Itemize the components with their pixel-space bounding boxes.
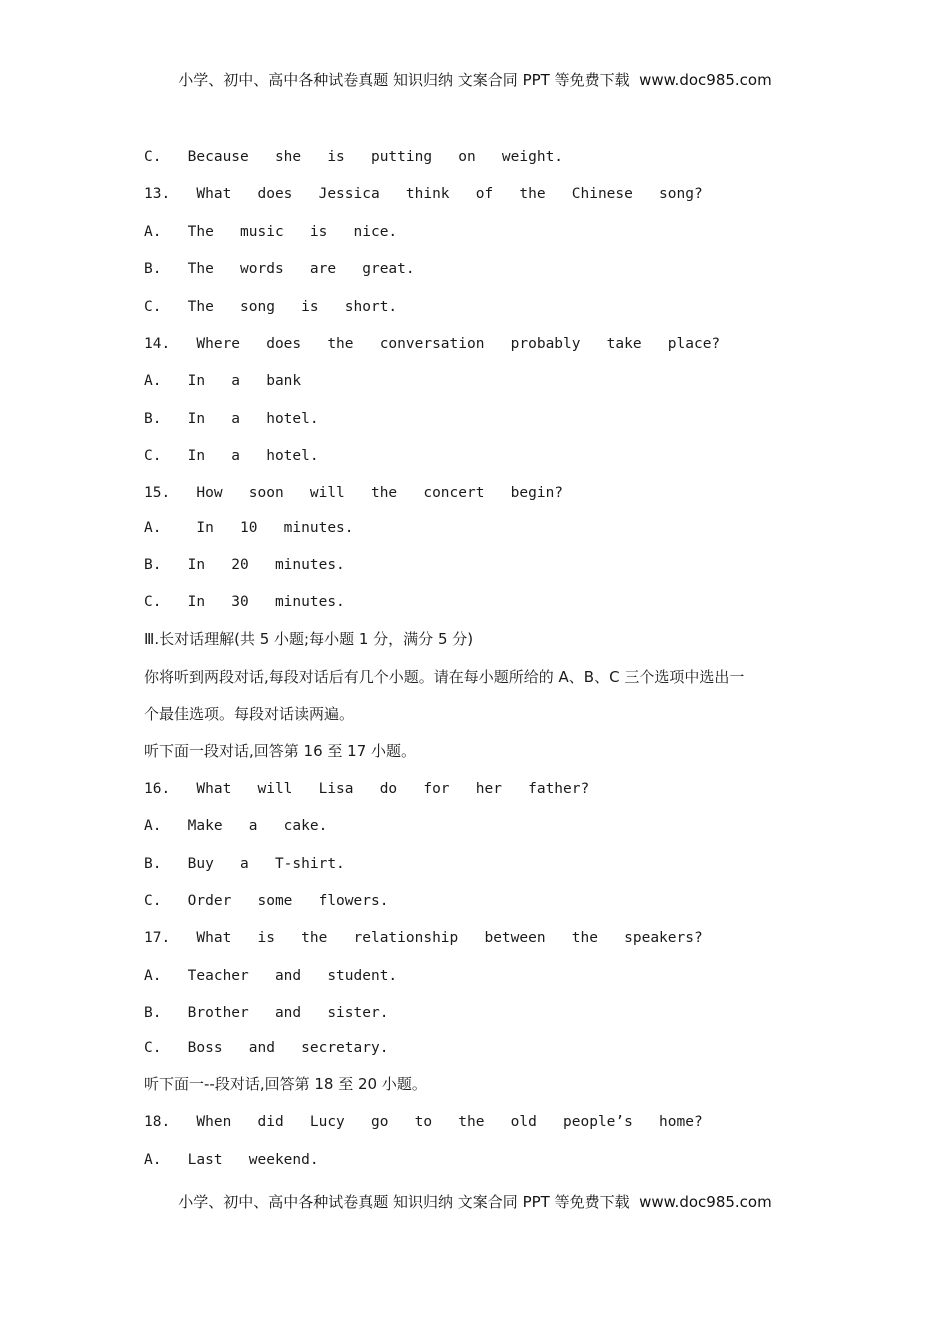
option-line: B. Buy a T-shirt. [144, 856, 345, 872]
question-line: 13. What does Jessica think of the Chinese song? [144, 186, 703, 202]
option-line: A. The music is nice. [144, 224, 398, 240]
option-line: C. The song is short. [144, 299, 398, 315]
section-instruction: 你将听到两段对话,每段对话后有几个小题。请在每小题所给的 A、B、C 三个选项中选出一 [144, 668, 745, 686]
page-footer-banner: 小学、初中、高中各种试卷真题 知识归纳 文案合同 PPT 等免费下载 www.doc985.com [178, 1193, 772, 1211]
section-heading: Ⅲ.长对话理解(共 5 小题;每小题 1 分，满分 5 分) [144, 630, 474, 648]
option-line: A. Last weekend. [144, 1152, 319, 1168]
option-line: C. Boss and secretary. [144, 1040, 389, 1056]
question-line: 16. What will Lisa do for her father? [144, 781, 590, 797]
question-line: 18. When did Lucy go to the old people’s home? [144, 1114, 703, 1130]
question-line: 17. What is the relationship between the speakers? [144, 930, 703, 946]
option-line: B. In a hotel. [144, 411, 319, 427]
option-line: C. Because she is putting on weight. [144, 149, 564, 165]
option-line: A. Make a cake. [144, 818, 328, 834]
dialogue-instruction: 听下面一--段对话,回答第 18 至 20 小题。 [144, 1075, 427, 1093]
option-line: C. Order some flowers. [144, 893, 389, 909]
dialogue-instruction: 听下面一段对话,回答第 16 至 17 小题。 [144, 742, 417, 760]
option-line: A. In a bank [144, 373, 302, 389]
page-header-banner: 小学、初中、高中各种试卷真题 知识归纳 文案合同 PPT 等免费下载 www.doc985.com [178, 71, 772, 89]
option-line: A. In 10 minutes. [144, 520, 354, 536]
option-line: B. In 20 minutes. [144, 557, 345, 573]
option-line: C. In a hotel. [144, 448, 319, 464]
option-line: B. The words are great. [144, 261, 415, 277]
option-line: A. Teacher and student. [144, 968, 398, 984]
option-line: C. In 30 minutes. [144, 594, 345, 610]
section-instruction: 个最佳选项。每段对话读两遍。 [144, 705, 355, 723]
question-line: 15. How soon will the concert begin? [144, 485, 564, 501]
option-line: B. Brother and sister. [144, 1005, 389, 1021]
question-line: 14. Where does the conversation probably take place? [144, 336, 721, 352]
